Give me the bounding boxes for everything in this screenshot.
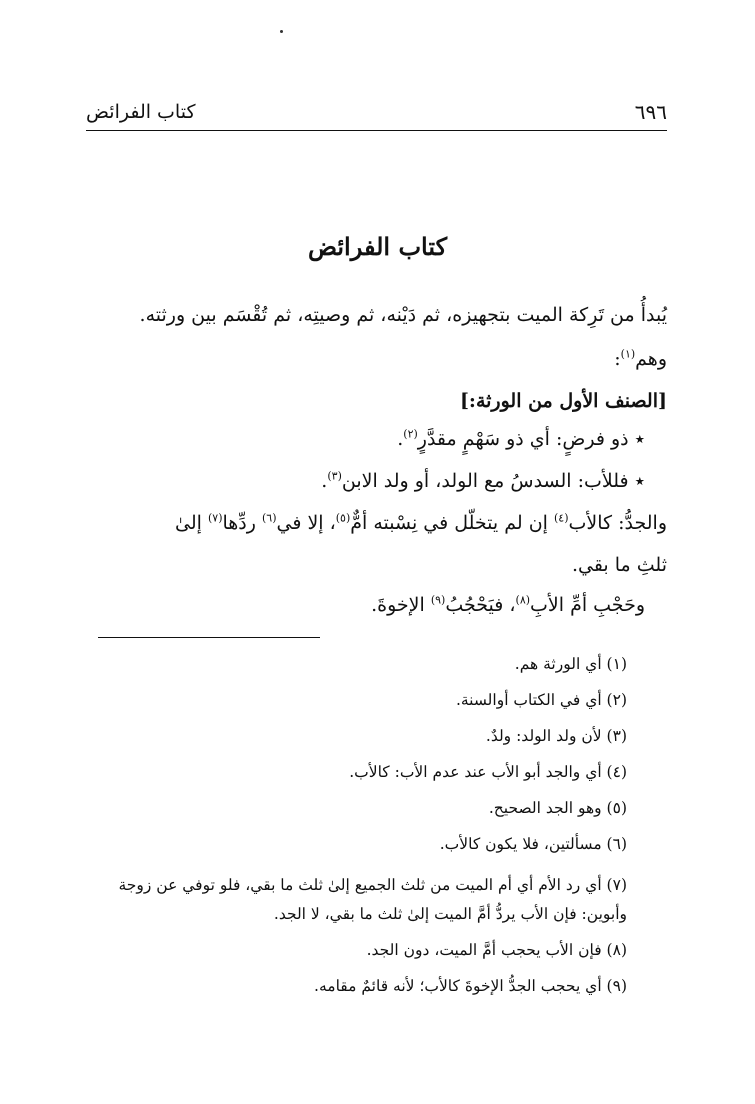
- footnote-ref[interactable]: (٣): [327, 469, 342, 483]
- running-header: [86, 94, 667, 131]
- text-line: ٭ ذو فرضٍ: أي ذو سَهْمٍ مقدَّرٍ$^{(٢)}$.: [397, 427, 645, 450]
- footnote: (٤) أي والجد أبو الأب عند عدم الأب: كالأب.: [349, 763, 627, 781]
- section-heading: [الصنف الأول من الورثة:]: [459, 390, 667, 412]
- footnote-ref[interactable]: (١): [620, 347, 636, 361]
- footnote-ref[interactable]: (٥): [335, 511, 351, 525]
- text-line: ٭ فللأب: السدسُ مع الولد، أو ولد الابن$^{(٣)}$.: [321, 469, 645, 492]
- footnote: (٦) مسألتين، فلا يكون كالأب.: [439, 835, 627, 853]
- footnote: (٨) فإن الأب يحجب أمَّ الميت، دون الجد.: [366, 941, 627, 959]
- footnote: (٩) أي يحجب الجدُّ الإخوةَ كالأب؛ لأنه قائمٌ مقامه.: [314, 977, 627, 995]
- footnote: (١) أي الورثة هم.: [514, 655, 627, 673]
- footnote: (٧) أي رد الأم أي أم الميت من ثلث الجميع إلىٰ ثلث ما بقي، فلو توفي عن زوجة وأبوين: فإن الأب يردُّ أمَّ الميت إلىٰ ثلث ما بقي، لا الجد.: [118, 876, 627, 924]
- footnote-separator: [98, 637, 320, 638]
- page-number: ٦٩٦: [634, 100, 667, 124]
- text-line: وهم$^{(١)}$:: [614, 347, 667, 370]
- footnote-ref[interactable]: (٧): [207, 511, 223, 525]
- text-line: وحَجْبِ أمِّ الأبِ$^{(٨)}$، فيَحْجُبُ$^{(٩)}$ الإخوةَ.: [371, 593, 645, 616]
- footnote-ref[interactable]: (٨): [515, 593, 531, 607]
- footnote: (٥) وهو الجد الصحيح.: [488, 799, 627, 817]
- footnote-ref[interactable]: (٤): [554, 511, 569, 525]
- text-line: ثلثِ ما بقي.: [571, 554, 667, 576]
- text-line: والجدُّ: كالأب$^{(٤)}$ إن لم يتخلّل في نِسْبته أمٌّ$^{(٥)}$، إلا في$^{(٦)}$ ردِّها$^{(٧)}$ إلىٰ: [175, 511, 667, 534]
- footnote-ref[interactable]: (٢): [403, 427, 418, 441]
- text-line: يُبدأُ من تَرِكة الميت بتجهيزه، ثم دَيْنه، ثم وصيتِه، ثم تُقْسَم بين ورثته.: [139, 304, 667, 326]
- footnote-ref[interactable]: (٦): [261, 511, 277, 525]
- footnote: (٢) أي في الكتاب أوالسنة.: [455, 691, 627, 709]
- running-title: كتاب الفرائض: [86, 101, 196, 123]
- chapter-title: كتاب الفرائض: [307, 232, 448, 261]
- footnote-ref[interactable]: (٩): [430, 593, 446, 607]
- footnote: (٣) لأن ولد الولد: ولدٌ.: [485, 727, 627, 745]
- page-speck: [280, 30, 283, 33]
